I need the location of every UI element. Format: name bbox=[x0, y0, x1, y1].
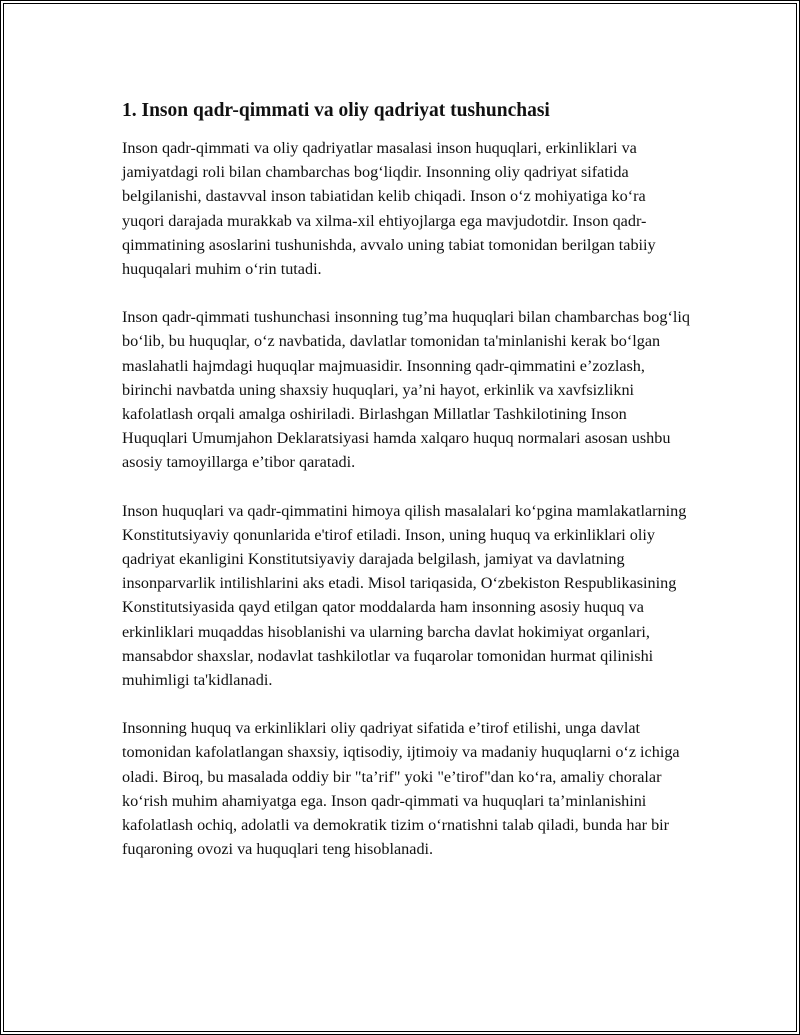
paragraph-2: Inson qadr-qimmati tushunchasi insonning tug’ma huquqlari bilan chambarchas bog‘liq bo‘lib, bu huquqlar, o‘z navbatida, davlatlar tomonidan ta'minlanishi kerak bo‘lgan maslahatli hajmdagi huquqlar majmuasidir. Insonning qadr-qimmatini e’zozlash, birinchi navbatda uning shaxsiy huquqlari, ya’ni hayot, erkinlik va xavfsizlikni kafolatlash orqali amalga oshiriladi. Birlashgan Millatlar Tashkilotining Inson Huquqlari Umumjahon Deklaratsiyasi hamda xalqaro huquq normalari asosan ushbu asosiy tamoyillarga e’tibor qaratadi. bbox=[122, 308, 690, 472]
document-body bbox=[122, 98, 692, 861]
paragraph-4: Insonning huquq va erkinliklari oliy qadriyat sifatida e’tirof etilishi, unga davlat tomonidan kafolatlangan shaxsiy, iqtisodiy, ijtimoiy va madaniy huquqlarni o‘z ichiga oladi. Biroq, bu masalada oddiy bir "ta’rif" yoki "e’tirof"dan ko‘ra, amaliy choralar ko‘rish muhim ahamiyatga ega. Inson qadr-qimmati va huquqlari ta’minlanishini kafolatlash ochiq, adolatli va demokratik tizim o‘rnatishni talab qiladi, bunda har bir fuqaroning ovozi va huquqlari teng hisoblanadi. bbox=[122, 719, 680, 859]
section-heading: 1. Inson qadr-qimmati va oliy qadriyat tushunchasi bbox=[122, 100, 550, 121]
paragraph-3: Inson huquqlari va qadr-qimmatini himoya qilish masalalari ko‘pgina mamlakatlarning Konstitutsiyaviy qonunlarida e'tirof etiladi. Inson, uning huquq va erkinliklari oliy qadriyat ekanligini Konstitutsiyaviy darajada belgilash, jamiyat va davlatning insonparvarlik intilishlarini aks etadi. Misol tariqasida, O‘zbekiston Respublikasining Konstitutsiyasida qayd etilgan qator moddalarda ham insonning asosiy huquq va erkinliklari muqaddas hisoblanishi va ularning barcha davlat hokimiyat organlari, mansabdor shaxslar, nodavlat tashkilotlar va fuqarolar tomonidan hurmat qilinishi muhimligi ta'kidlanadi. bbox=[122, 501, 687, 690]
paragraph-1: Inson qadr-qimmati va oliy qadriyatlar masalasi inson huquqlari, erkinliklari va jamiyatdagi roli bilan chambarchas bog‘liqdir. Insonning oliy qadriyat sifatida belgilanishi, dastavval inson tabiatidan kelib chiqadi. Inson o‘z mohiyatiga ko‘ra yuqori darajada murakkab va xilma-xil ehtiyojlarga ega mavjudotdir. Inson qadr-qimmatining asoslarini tushunishda, avvalo uning tabiat tomonidan berilgan tabiiy huquqalari muhim o‘rin tutadi. bbox=[122, 139, 656, 279]
